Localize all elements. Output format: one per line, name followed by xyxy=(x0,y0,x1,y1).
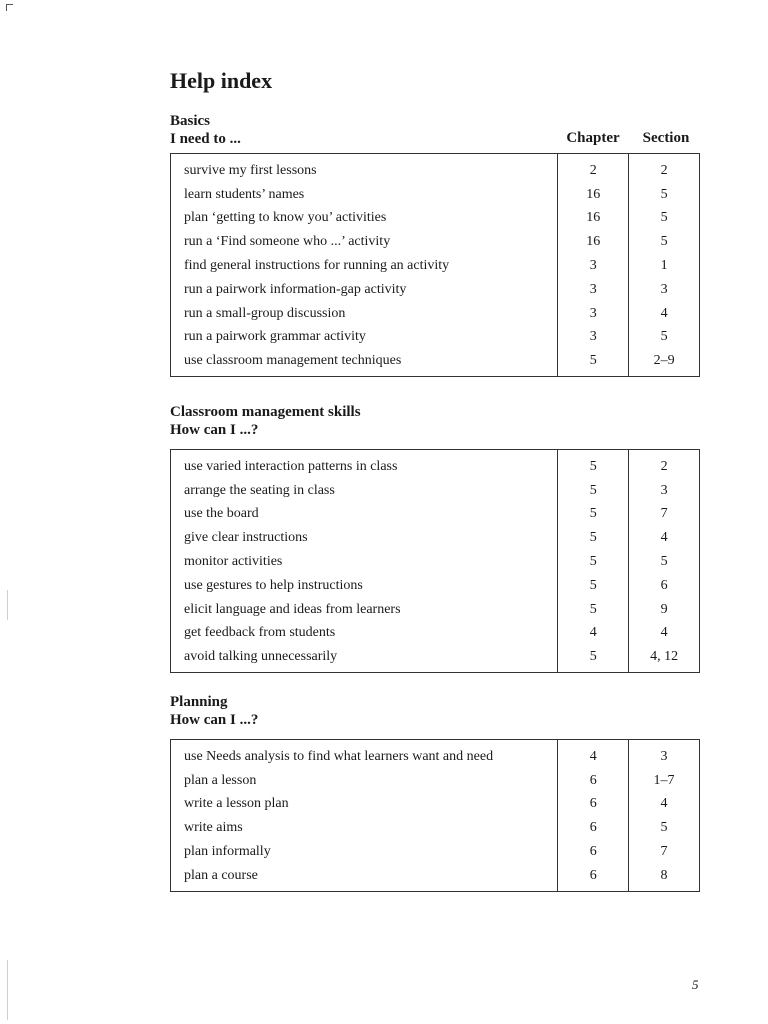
chapter-cell: 5 xyxy=(558,349,629,376)
section-heading: Basics xyxy=(170,113,211,129)
chapter-cell: 5 xyxy=(558,550,629,574)
topic-cell: plan a lesson xyxy=(184,772,257,788)
chapter-cell: 6 xyxy=(558,864,629,891)
section-heading: Planning xyxy=(170,694,228,710)
topic-cell: use gestures to help instructions xyxy=(184,577,363,593)
topic-cell: use classroom management techniques xyxy=(184,353,402,369)
table-row xyxy=(171,740,700,769)
chapter-cell: 5 xyxy=(558,450,629,479)
table-row xyxy=(171,183,700,207)
topic-cell: avoid talking unnecessarily xyxy=(184,649,338,665)
column-header-row xyxy=(170,130,702,148)
section-heading: Classroom management skills xyxy=(170,404,361,420)
chapter-cell: 16 xyxy=(558,183,629,207)
table-row xyxy=(171,816,700,840)
section-cell: 4 xyxy=(629,526,700,550)
topic-cell: write aims xyxy=(184,820,243,836)
chapter-cell: 4 xyxy=(558,622,629,646)
table-row xyxy=(171,479,700,503)
topic-cell: arrange the seating in class xyxy=(184,482,335,498)
chapter-cell: 5 xyxy=(558,598,629,622)
section-cell: 5 xyxy=(629,326,700,350)
topic-cell: find general instructions for running an activity xyxy=(184,258,450,274)
index-table xyxy=(170,449,700,673)
chapter-cell: 3 xyxy=(558,302,629,326)
topic-cell: use Needs analysis to find what learners want and need xyxy=(184,748,494,764)
chapter-cell: 4 xyxy=(558,740,629,769)
table-row xyxy=(171,793,700,817)
topic-cell: run a pairwork grammar activity xyxy=(184,329,366,345)
topic-cell: run a ‘Find someone who ...’ activity xyxy=(184,234,391,250)
topic-cell: plan a course xyxy=(184,867,258,883)
section-cell: 3 xyxy=(629,278,700,302)
crop-mark xyxy=(6,4,13,11)
topic-cell: plan informally xyxy=(184,844,271,860)
section-cell: 4, 12 xyxy=(629,645,700,672)
chapter-cell: 2 xyxy=(558,154,629,183)
table-row xyxy=(171,278,700,302)
section-cell: 5 xyxy=(629,183,700,207)
topic-cell: run a pairwork information-gap activity xyxy=(184,281,407,297)
section-classroom-management xyxy=(170,403,702,673)
section-cell: 2 xyxy=(629,154,700,183)
chapter-cell: 3 xyxy=(558,278,629,302)
chapter-cell: 5 xyxy=(558,526,629,550)
section-cell: 2 xyxy=(629,450,700,479)
section-basics xyxy=(170,112,702,377)
chapter-cell: 6 xyxy=(558,793,629,817)
section-cell: 4 xyxy=(629,622,700,646)
section-cell: 5 xyxy=(629,207,700,231)
chapter-column-header: Chapter xyxy=(566,130,620,146)
table-row xyxy=(171,645,700,672)
chapter-cell: 6 xyxy=(558,840,629,864)
section-cell: 4 xyxy=(629,793,700,817)
page-title: Help index xyxy=(170,68,273,93)
section-cell: 5 xyxy=(629,550,700,574)
topic-cell: use varied interaction patterns in class xyxy=(184,458,398,474)
chapter-cell: 5 xyxy=(558,574,629,598)
index-table xyxy=(170,739,700,892)
section-cell: 9 xyxy=(629,598,700,622)
table-row xyxy=(171,326,700,350)
chapter-cell: 6 xyxy=(558,816,629,840)
topic-cell: survive my first lessons xyxy=(184,162,317,178)
scan-edge-mark xyxy=(7,960,8,1020)
section-cell: 7 xyxy=(629,840,700,864)
section-cell: 5 xyxy=(629,230,700,254)
table-row xyxy=(171,349,700,376)
table-row xyxy=(171,254,700,278)
section-subheading: How can I ...? xyxy=(170,712,259,728)
section-subheading: I need to ... xyxy=(170,131,241,147)
table-row xyxy=(171,230,700,254)
section-subheading: How can I ...? xyxy=(170,422,259,438)
topic-cell: plan ‘getting to know you’ activities xyxy=(184,210,387,226)
table-row xyxy=(171,769,700,793)
topic-cell: give clear instructions xyxy=(184,530,308,546)
table-row xyxy=(171,503,700,527)
topic-cell: run a small-group discussion xyxy=(184,305,346,321)
section-cell: 4 xyxy=(629,302,700,326)
table-row xyxy=(171,450,700,479)
section-cell: 6 xyxy=(629,574,700,598)
table-row xyxy=(171,598,700,622)
table-row xyxy=(171,574,700,598)
table-row xyxy=(171,550,700,574)
topic-cell: write a lesson plan xyxy=(184,796,289,812)
section-cell: 1 xyxy=(629,254,700,278)
section-cell: 3 xyxy=(629,740,700,769)
section-cell: 5 xyxy=(629,816,700,840)
chapter-cell: 6 xyxy=(558,769,629,793)
chapter-cell: 5 xyxy=(558,479,629,503)
index-table xyxy=(170,153,700,377)
topic-cell: monitor activities xyxy=(184,554,283,570)
chapter-cell: 3 xyxy=(558,254,629,278)
section-cell: 3 xyxy=(629,479,700,503)
chapter-cell: 3 xyxy=(558,326,629,350)
section-column-header: Section xyxy=(642,130,690,146)
table-row xyxy=(171,154,700,183)
table-row xyxy=(171,207,700,231)
table-row xyxy=(171,864,700,891)
section-cell: 8 xyxy=(629,864,700,891)
topic-cell: get feedback from students xyxy=(184,625,336,641)
table-row xyxy=(171,622,700,646)
chapter-cell: 16 xyxy=(558,207,629,231)
section-planning xyxy=(170,693,702,892)
topic-cell: use the board xyxy=(184,506,259,522)
section-cell: 1–7 xyxy=(629,769,700,793)
table-row xyxy=(171,302,700,326)
table-row xyxy=(171,526,700,550)
section-cell: 7 xyxy=(629,503,700,527)
chapter-cell: 16 xyxy=(558,230,629,254)
page-number: 5 xyxy=(692,977,699,992)
chapter-cell: 5 xyxy=(558,645,629,672)
section-cell: 2–9 xyxy=(629,349,700,376)
scan-edge-mark xyxy=(7,590,8,620)
table-row xyxy=(171,840,700,864)
topic-cell: learn students’ names xyxy=(184,186,305,202)
chapter-cell: 5 xyxy=(558,503,629,527)
topic-cell: elicit language and ideas from learners xyxy=(184,601,401,617)
